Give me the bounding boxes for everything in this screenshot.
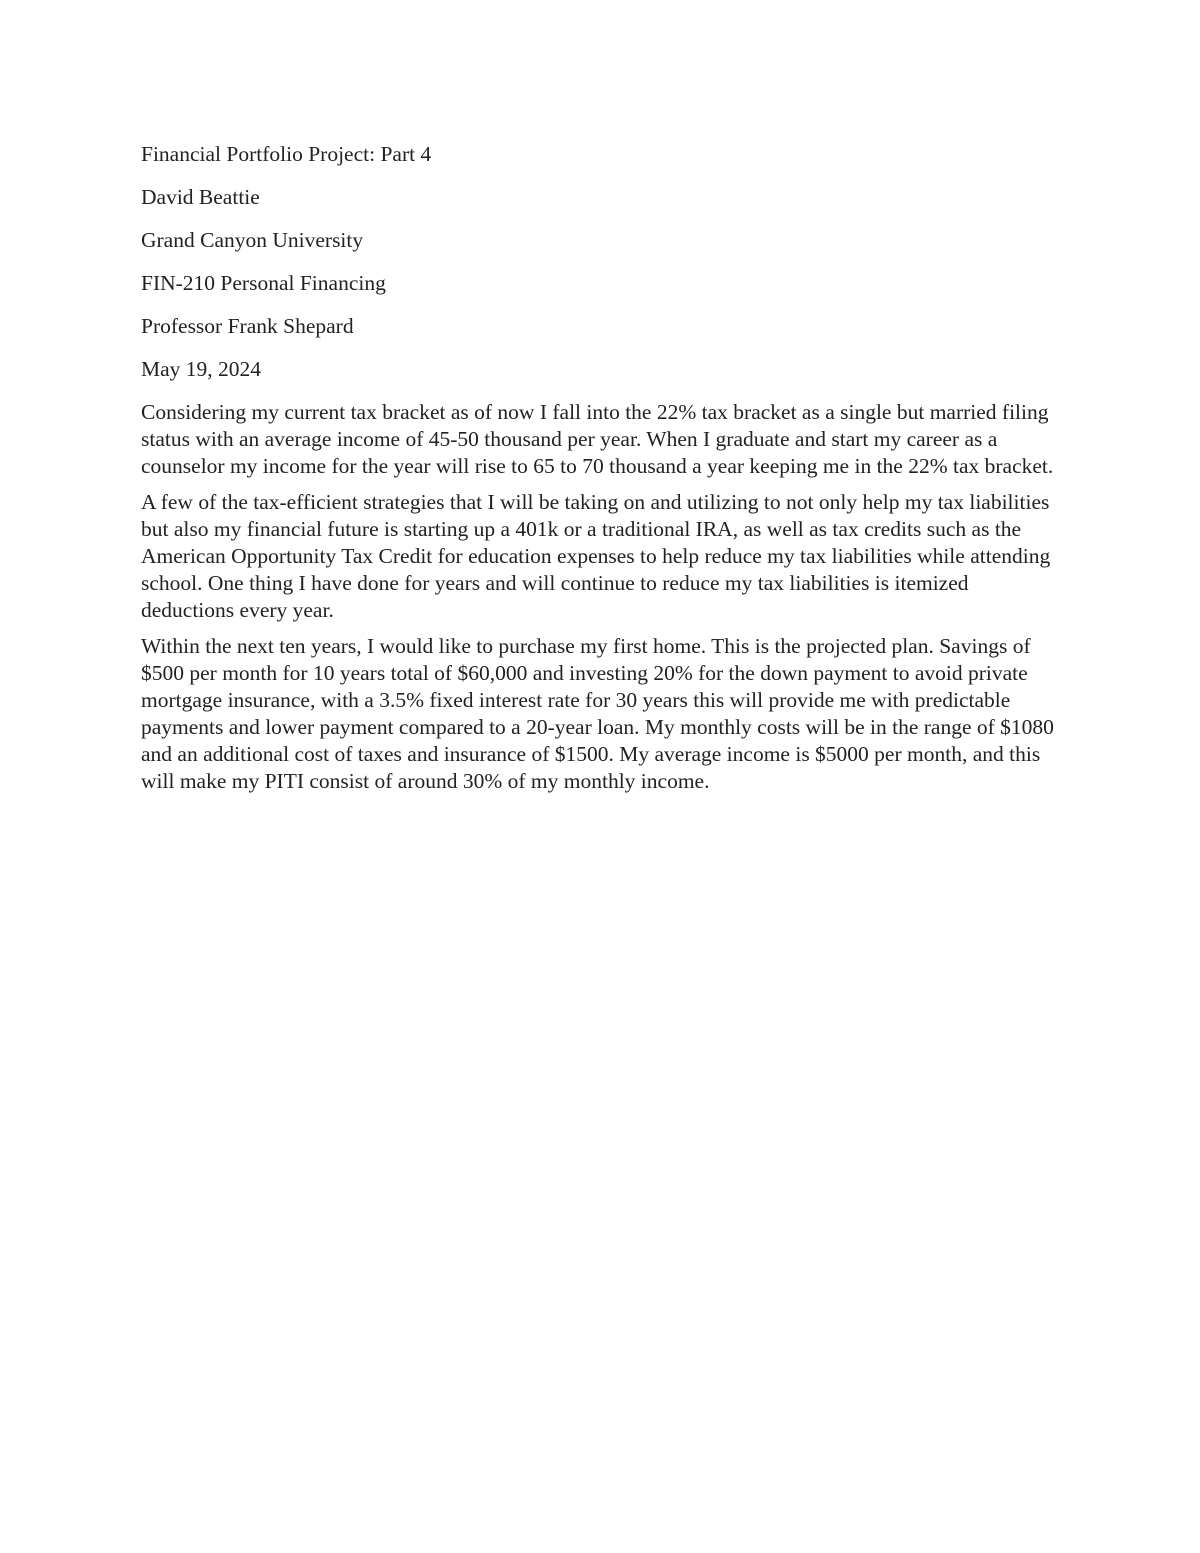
document-date: May 19, 2024 — [141, 357, 262, 381]
institution-name: Grand Canyon University — [141, 228, 364, 252]
author-name: David Beattie — [141, 185, 260, 209]
document-body — [141, 141, 1066, 804]
paragraph-tax-strategies: A few of the tax-efficient strategies that I will be taking on and utilizing to not only help my tax liabilities but also my financial future is starting up a 401k or a traditional IRA, as well as tax credits such as the American Opportunity Tax Credit for education expenses to help reduce my tax liabilities while attending school. One thing I have done for years and will continue to reduce my tax liabilities is itemized deductions every year. — [141, 490, 1051, 622]
document-title: Financial Portfolio Project: Part 4 — [141, 142, 432, 166]
professor-name: Professor Frank Shepard — [141, 314, 354, 338]
course-name: FIN-210 Personal Financing — [141, 271, 386, 295]
paragraph-tax-bracket: Considering my current tax bracket as of now I fall into the 22% tax bracket as a single but married filing status with an average income of 45-50 thousand per year. When I graduate and start my career as a counselor my income for the year will rise to 65 to 70 thousand a year keeping me in the 22% tax bracket. — [141, 400, 1054, 478]
paragraph-home-purchase: Within the next ten years, I would like to purchase my first home. This is the projected plan. Savings of $500 per month for 10 years total of $60,000 and investing 20% for the down payment to avoid private mortgage insurance, with a 3.5% fixed interest rate for 30 years this will provide me with predictable payments and lower payment compared to a 20-year loan. My monthly costs will be in the range of $1080 and an additional cost of taxes and insurance of $1500. My average income is $5000 per month, and this will make my PITI consist of around 30% of my monthly income. — [141, 634, 1054, 793]
